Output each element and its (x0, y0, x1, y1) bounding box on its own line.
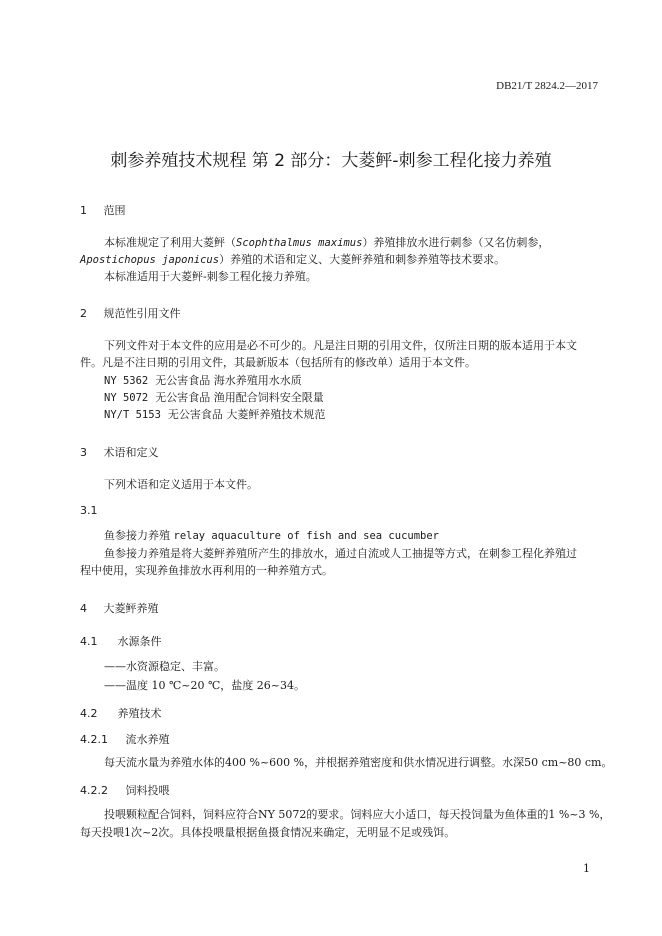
latin-name: Apostichopus japonicus (80, 254, 220, 266)
list-item: ——温度 10 ℃~20 ℃，盐度 26~34。 (104, 679, 306, 692)
section-number: 4.2 (80, 707, 98, 720)
latin-name: Scophthalmus maximus (236, 237, 363, 249)
section-title: 范围 (103, 204, 126, 217)
reference-item (104, 372, 302, 390)
feeding-paragraph-line2: 每天投喂1次~2次。具体投喂量根据鱼摄食情况来确定，无明显不足或残饵。 (80, 826, 456, 839)
section-2-heading (80, 305, 181, 321)
text-run: ）养殖排放水进行刺参（又名仿刺参， (362, 236, 550, 249)
section-title: 流水养殖 (125, 733, 170, 746)
refs-intro-line2: 件。凡是不注日期的引用文件，其最新版本（包括所有的修改单）适用于本文件。 (80, 356, 476, 369)
term-definition-line2: 程中使用，实现养鱼排放水再利用的一种养殖方式。 (80, 564, 333, 577)
terms-intro: 下列术语和定义适用于本文件。 (104, 478, 258, 491)
section-number: 1 (80, 204, 87, 217)
term-definition-line1: 鱼参接力养殖是将大菱鲆养殖所产生的排放水，通过自流或人工抽提等方式，在刺参工程化养殖过 (104, 547, 577, 560)
reference-code: NY 5362 (104, 375, 149, 387)
reference-name: 无公害食品 大菱鲆养殖技术规范 (167, 408, 326, 421)
section-3-heading (80, 444, 159, 460)
section-number: 2 (80, 307, 87, 320)
refs-intro-line1: 下列文件对于本文件的应用是必不可少的。凡是注日期的引用文件，仅所注日期的版本适用于本文 (104, 339, 577, 352)
feeding-paragraph-line1: 投喂颗粒配合饲料，饲料应符合NY 5072的要求。饲料应大小适口，每天投饲量为鱼体重的1 %~3 %， (104, 808, 611, 821)
document-title: 刺参养殖技术规程 第 2 部分：大菱鲆-刺参工程化接力养殖 (110, 151, 552, 171)
term-heading (104, 527, 439, 545)
reference-item (104, 389, 324, 407)
subsection-4-1-heading (80, 633, 162, 649)
section-number: 4.2.1 (80, 733, 108, 746)
reference-item (104, 406, 325, 424)
text-run: ）养殖的术语和定义、大菱鲆养殖和刺参养殖等技术要求。 (219, 253, 506, 266)
reference-code: NY 5072 (104, 392, 149, 404)
section-1-heading (80, 202, 126, 218)
section-title: 饲料投喂 (125, 784, 170, 797)
section-number: 4.2.2 (80, 784, 108, 797)
text-run: 本标准规定了利用大菱鲆（ (104, 236, 236, 249)
flow-water-paragraph: 每天流水量为养殖水体的400 %~600 %，并根据养殖密度和供水情况进行调整。水深50 cm~80 cm。 (104, 756, 613, 769)
scope-paragraph-line1 (104, 234, 549, 252)
term-english: relay aquaculture of fish and sea cucumber (173, 530, 440, 542)
reference-name: 无公害食品 渔用配合饲料安全限量 (155, 391, 324, 404)
section-4-heading (80, 600, 159, 616)
section-number: 4 (80, 602, 87, 615)
term-chinese: 鱼参接力养殖 (104, 529, 170, 542)
section-title: 水源条件 (117, 635, 162, 648)
section-title: 术语和定义 (103, 446, 159, 459)
section-number: 3 (80, 446, 87, 459)
subsection-4-2-heading (80, 705, 162, 721)
section-title: 规范性引用文件 (103, 307, 181, 320)
subsection-4-2-2-heading (80, 782, 170, 798)
scope-paragraph-2: 本标准适用于大菱鲆-刺参工程化接力养殖。 (104, 270, 317, 283)
section-number: 4.1 (80, 635, 98, 648)
term-number: 3.1 (80, 504, 98, 517)
scope-paragraph-line2 (80, 251, 505, 269)
document-code: DB21/T 2824.2—2017 (496, 80, 598, 92)
reference-code: NY/T 5153 (104, 409, 161, 421)
subsection-4-2-1-heading (80, 731, 170, 747)
section-title: 养殖技术 (117, 707, 162, 720)
section-title: 大菱鲆养殖 (103, 602, 159, 615)
page-number: 1 (583, 862, 590, 875)
list-item: ——水资源稳定、丰富。 (104, 660, 225, 673)
reference-name: 无公害食品 海水养殖用水水质 (155, 374, 302, 387)
